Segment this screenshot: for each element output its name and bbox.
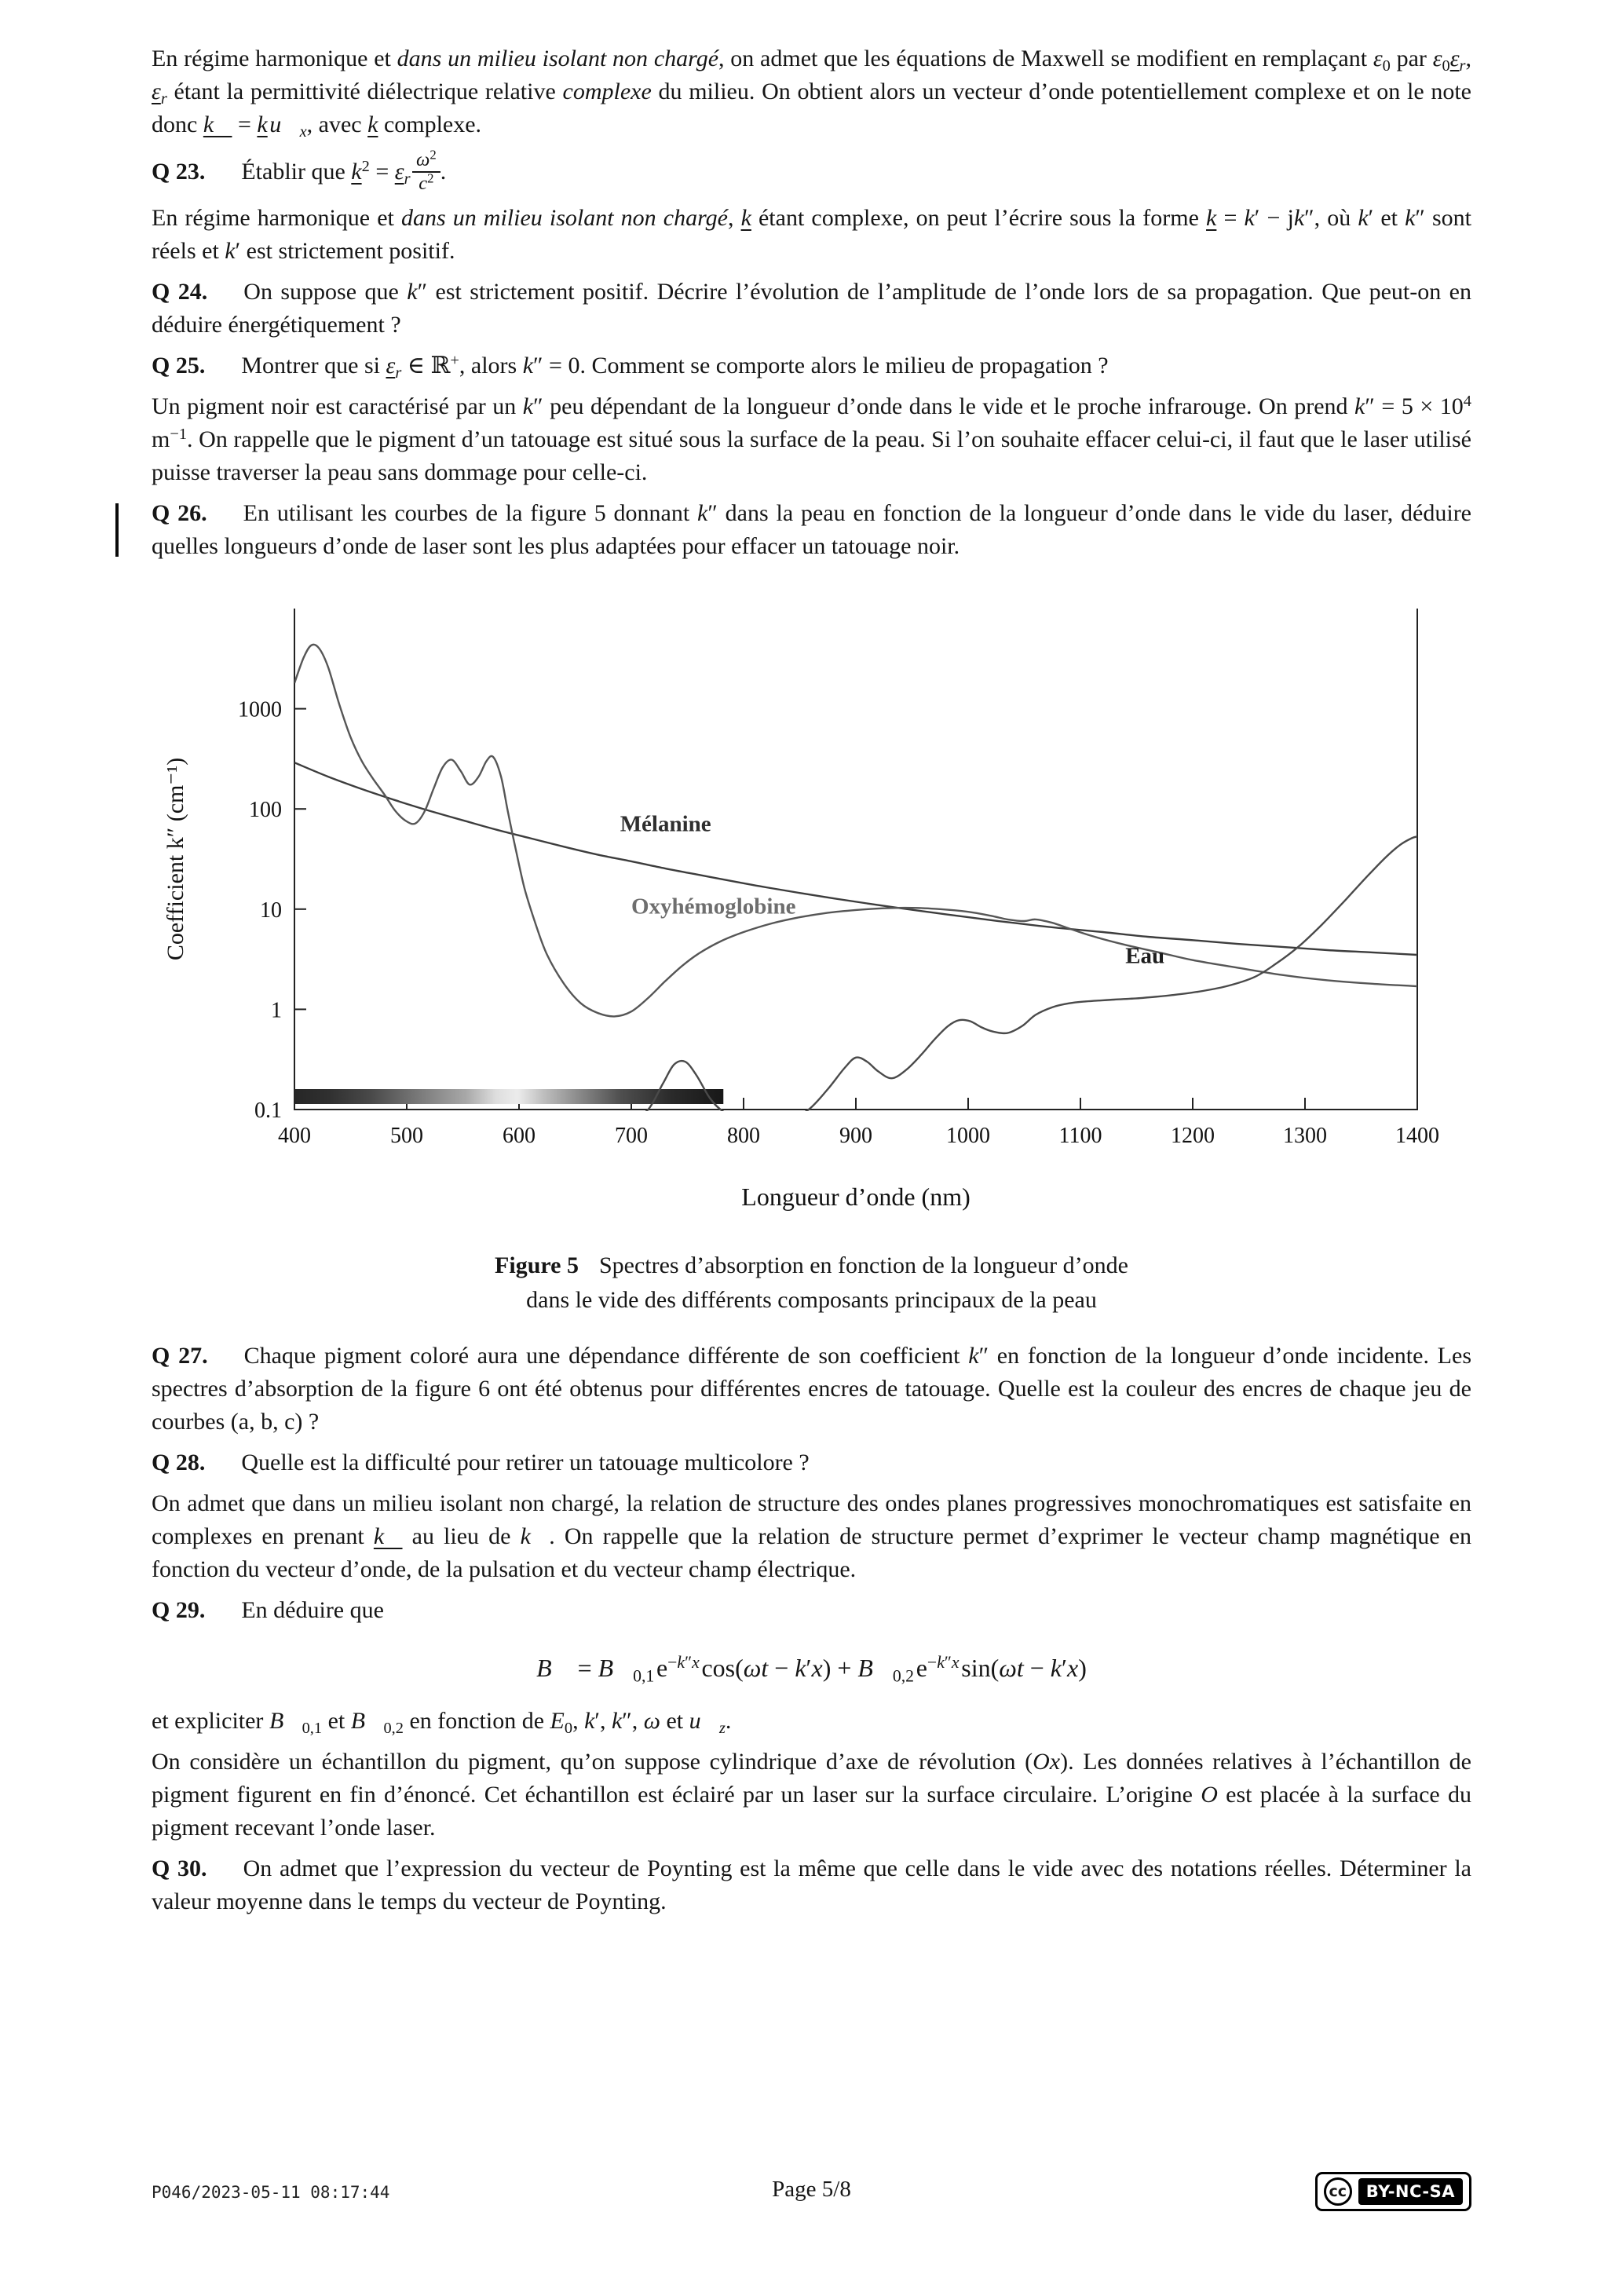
question-24-label: Q 24.	[152, 279, 208, 305]
x-tick-label: 900	[839, 1124, 872, 1149]
x-tick-label: 600	[503, 1124, 536, 1149]
curve-label: Oxyhémoglobine	[631, 894, 796, 919]
question-27-label: Q 27.	[152, 1343, 208, 1369]
paragraph-complex-k: En régime harmonique et dans un milieu isolant non chargé, k étant complexe, on peut l’écrire sous la forme k = k′ − jk″, où k′ et k″ sont réels et k′ est strictement positif.	[152, 205, 1471, 265]
question-28-text: Quelle est la difficulté pour retirer un tatouage multicolore ?	[241, 1450, 810, 1476]
paragraph-structure-relation: On admet que dans un milieu isolant non chargé, la relation de structure des ondes planes progressives monochromatiques est satisfaite en complexes en prenant k⃗ au lieu de k⃗. On rappelle que la relation de structure permet d’exprimer le vecteur champ magnétique en fonction du vecteur d’onde, de la pulsation et du vecteur champ électrique.	[152, 1490, 1471, 1583]
y-tick-label: 10	[260, 898, 282, 923]
cc-icon: cc	[1324, 2177, 1352, 2206]
curve-label: Eau	[1125, 943, 1165, 969]
question-23	[152, 149, 1471, 194]
question-26-text: En utilisant les courbes de la figure 5 donnant k″ dans la peau en fonction de la longueur d’onde dans le vide du laser, déduire quelles longueurs d’onde de laser sont les plus adaptées pour effacer un tatouage noir.	[152, 500, 1471, 560]
question-24	[152, 276, 1471, 342]
paragraph-sample: On considère un échantillon du pigment, qu’on suppose cylindrique d’axe de révolution (Ox). Les données relatives à l’échantillon de pigment figurent en fin d’énoncé. Cet échantillon est éclairé par un laser sur la surface circulaire. L’origine O est placée à la surface du pigment recevant l’onde laser.	[152, 1749, 1471, 1841]
question-30	[152, 1852, 1471, 1918]
question-30-text: On admet que l’expression du vecteur de Poynting est la même que celle dans le vide avec des notations réelles. Déterminer la valeur moyenne dans le temps du vecteur de Poynting.	[152, 1855, 1471, 1915]
y-tick-label: 100	[249, 798, 282, 823]
cc-license-badge[interactable]	[1315, 2172, 1471, 2211]
x-axis-title: Longueur d’onde (nm)	[741, 1183, 971, 1212]
question-30-label: Q 30.	[152, 1855, 207, 1882]
paragraph-black-pigment: Un pigment noir est caractérisé par un k″ peu dépendant de la longueur d’onde dans le vide et le proche infrarouge. On prend $k'' = 5 \times 10^4$ $m^{-1}$. On rappelle que le pigment d’un tatouage est situé sous la surface de la peau. Si l’on souhaite effacer celui-ci, il faut que le laser utilisé puisse traverser la peau sans dommage pour celle-ci.	[152, 392, 1471, 486]
x-tick-label: 1300	[1283, 1124, 1327, 1149]
y-axis-title: Coefficient k″ (cm⁻¹)	[163, 757, 188, 961]
figure-5-caption-line1: Spectres d’absorption en fonction de la longueur d’onde	[598, 1252, 1128, 1279]
x-tick-label: 1000	[946, 1124, 990, 1149]
paragraph-maxwell-intro: En régime harmonique et dans un milieu isolant non chargé, on admet que les équations de Maxwell se modifient en remplaçant $\varepsilon_0$ par $\varepsilon_0\varepsilon_r$, $\varepsilon_r$ étant la permittivité diélectrique relative complexe du milieu. On obtient alors un vecteur d’onde potentiellement complexe et on le note donc k⃗ = k $u⃗_x$, avec k complexe.	[152, 46, 1471, 141]
figure-5-caption-label: Figure 5	[495, 1252, 579, 1279]
question-28-label: Q 28.	[152, 1450, 206, 1476]
question-25	[152, 349, 1471, 382]
x-tick-label: 1100	[1058, 1124, 1102, 1149]
question-25-text: Montrer que si $\varepsilon_r$ ∈ ℝ+, alors k″ = 0. Comment se comporte alors le milieu de propagation ?	[241, 351, 1109, 382]
y-tick-label: 0.1	[254, 1099, 282, 1124]
question-23-text: Établir que $k^2 = \varepsilon_r$ $\frac{\omega^2}{c^2}$ .	[241, 147, 447, 194]
question-26	[152, 497, 1471, 563]
footer-page-number: Page 5/8	[772, 2177, 851, 2202]
curve-label: Mélanine	[620, 811, 711, 837]
x-tick-label: 400	[278, 1124, 311, 1149]
question-29-label: Q 29.	[152, 1597, 206, 1624]
absorption-spectra-chart	[156, 598, 1444, 1218]
x-tick-label: 500	[390, 1124, 423, 1149]
paragraph-expliciter: et expliciter $B⃗_{0,1}$ et $B⃗_{0,2}$ en fonction de $E_0$, k′, k″, ω et $u⃗_z$.	[152, 1708, 732, 1738]
curve-melanine	[294, 762, 1417, 955]
figure-5-absorption-chart	[156, 598, 1471, 1222]
question-25-label: Q 25.	[152, 353, 206, 379]
question-27	[152, 1340, 1471, 1439]
question-24-text: On suppose que k″ est strictement positif. Décrire l’évolution de l’amplitude de l’onde lors de sa propagation. Que peut-on en déduire énergétiquement ?	[152, 279, 1472, 338]
figure-5-caption-line2: dans le vide des différents composants principaux de la peau	[526, 1287, 1097, 1314]
question-29	[152, 1594, 1471, 1627]
curve-oxyhemoglobine	[294, 645, 1417, 1017]
cc-license-label: BY-NC-SA	[1358, 2178, 1463, 2205]
page-footer	[152, 2169, 1471, 2216]
question-23-label: Q 23.	[152, 159, 206, 185]
y-tick-label: 1000	[238, 697, 282, 722]
x-tick-label: 1400	[1395, 1124, 1439, 1149]
x-tick-label: 800	[727, 1124, 760, 1149]
figure-5-caption	[152, 1249, 1471, 1318]
x-tick-label: 1200	[1171, 1124, 1215, 1149]
page-content	[152, 42, 1471, 1926]
x-tick-label: 700	[615, 1124, 648, 1149]
question-28	[152, 1446, 1471, 1479]
curve-eau	[631, 836, 1417, 1125]
question-26-label: Q 26.	[152, 500, 207, 527]
question-29-text: En déduire que	[241, 1597, 384, 1624]
y-tick-label: 1	[271, 998, 282, 1023]
question-27-text: Chaque pigment coloré aura une dépendance différente de son coefficient k″ en fonction de la longueur d’onde incidente. Les spectres d’absorption de la figure 6 ont été obtenus pour différentes encres de tatouage. Quelle est la couleur des encres de chaque jeu de courbes (a, b, c) ?	[152, 1343, 1472, 1435]
equation-q29: B⃗ = $B⃗_{0,1}$ $e^{-k''x}$ $\cos(\omega t - k'x) + B⃗_{0,2}$ $e^{-k''x}$ sin(ωt − k′x)	[536, 1653, 1087, 1686]
footer-document-id: P046/2023-05-11 08:17:44	[152, 2183, 390, 2202]
